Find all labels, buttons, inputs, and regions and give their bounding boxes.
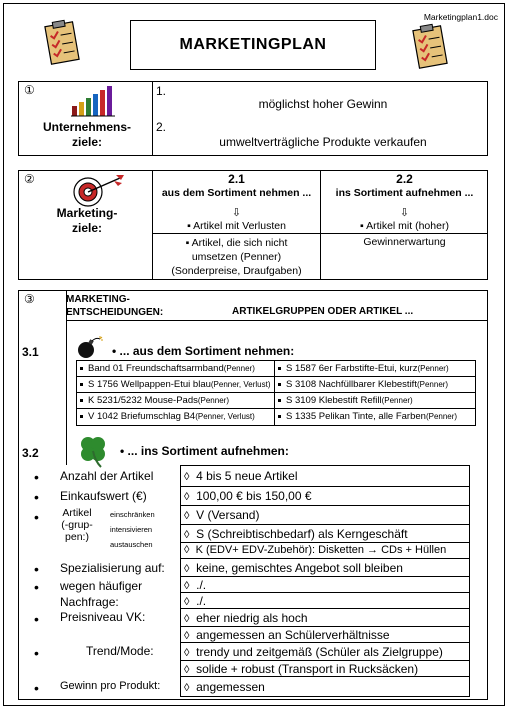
- subsection-3-1-title: • ... aus dem Sortiment nehmen:: [112, 344, 295, 358]
- goal-number: 1.: [156, 84, 167, 98]
- removal-item: V 1042 Briefumschlag B4 (Penner, Verlust): [77, 409, 255, 424]
- criteria-label: Nachfrage:: [60, 595, 119, 609]
- criteria-label: Artikel: [62, 507, 92, 519]
- removal-item: S 1756 Wellpappen-Etui blau (Penner, Verlust): [77, 377, 270, 392]
- goal-2-2-line: Gewinnerwartung: [363, 236, 446, 248]
- criteria-value: ◊ 4 bis 5 neue Artikel: [184, 469, 298, 483]
- removal-item: S 1587 6er Farbstifte-Etui, kurz (Penner): [275, 361, 449, 376]
- criteria-label: Trend/Mode:: [86, 644, 154, 658]
- bomb-icon: [74, 336, 104, 360]
- down-arrow-icon: ⇩: [399, 207, 410, 219]
- bullet-icon: •: [34, 611, 39, 627]
- removal-item: S 3109 Klebestift Refill (Penner): [275, 393, 413, 408]
- bullet-icon: •: [34, 469, 39, 485]
- section2-label-line1: Marketing-: [56, 206, 118, 220]
- decisions-heading-right: ARTIKELGRUPPEN ODER ARTIKEL ...: [232, 306, 414, 317]
- criteria-value: ◊ eher niedrig als hoch: [184, 611, 308, 625]
- section1-label-line2: ziele:: [71, 135, 102, 149]
- page-title: MARKETINGPLAN: [130, 20, 376, 70]
- target-dart-icon: [70, 172, 128, 208]
- section2-label-line2: ziele:: [71, 221, 102, 235]
- bullet-icon: •: [34, 489, 39, 505]
- criteria-value: ◊ K (EDV+ EDV-Zubehör): Disketten → CDs + Hüllen: [184, 544, 447, 556]
- down-arrow-icon: ⇩: [231, 207, 242, 219]
- goal-2-1-line: ▪ Artikel mit Verlusten: [187, 220, 286, 232]
- four-leaf-clover-icon: [76, 434, 112, 470]
- clipboard-checklist-icon: [42, 18, 84, 66]
- goal-2-1-heading: aus dem Sortiment nehmen ...: [161, 187, 312, 199]
- criteria-sub-label: intensivieren: [110, 525, 153, 534]
- criteria-value: ◊ trendy und zeitgemäß (Schüler als Zielgruppe): [184, 645, 443, 659]
- goal-2-1-number: 2.1: [228, 172, 245, 186]
- bullet-icon: •: [34, 680, 39, 696]
- bullet-icon: •: [34, 561, 39, 577]
- criteria-label: pen:): [65, 531, 89, 543]
- goal-text: möglichst hoher Gewinn: [258, 97, 388, 111]
- criteria-label: Preisniveau VK:: [60, 610, 146, 624]
- section-number: ①: [24, 83, 35, 97]
- section1-label-line1: Unternehmens-: [42, 120, 131, 134]
- goal-2-1-line: ▪ Artikel, die sich nicht: [185, 237, 288, 249]
- criteria-sub-label: einschränken: [110, 510, 155, 519]
- subsection-3-1-number: 3.1: [22, 345, 39, 359]
- removal-item: S 3108 Nachfüllbarer Klebestift (Penner): [275, 377, 448, 392]
- bullet-icon: •: [34, 579, 39, 595]
- criteria-value: ◊ 100,00 € bis 150,00 €: [184, 489, 312, 503]
- clipboard-checklist-icon: [410, 22, 452, 70]
- criteria-value: ◊ keine, gemischtes Angebot soll bleiben: [184, 561, 403, 575]
- criteria-sub-label: austauschen: [110, 540, 153, 549]
- goal-2-2-number: 2.2: [396, 172, 413, 186]
- removal-item: Band 01 Freundschaftsarmband (Penner): [77, 361, 255, 376]
- criteria-value: ◊ S (Schreibtischbedarf) als Kerngeschäft: [184, 527, 408, 541]
- criteria-value: ◊ angemessen: [184, 680, 265, 694]
- subsection-3-2-title: • ... ins Sortiment aufnehmen:: [120, 444, 289, 458]
- decisions-heading-line2: ENTSCHEIDUNGEN:: [66, 307, 164, 318]
- section-number: ③: [24, 292, 35, 306]
- criteria-label: (-grup-: [61, 519, 93, 531]
- removal-item: S 1335 Pelikan Tinte, alle Farben (Penner): [275, 409, 457, 424]
- bullet-icon: •: [34, 645, 39, 661]
- section-number: ②: [24, 172, 35, 186]
- criteria-label: Spezialisierung auf:: [60, 561, 165, 575]
- bar-chart-icon: [70, 84, 116, 118]
- criteria-label: wegen häufiger: [60, 579, 143, 593]
- goal-text: umweltverträgliche Produkte verkaufen: [219, 135, 427, 149]
- criteria-value: ◊ V (Versand): [184, 508, 260, 522]
- goal-2-1-line: umsetzen (Penner): [191, 251, 282, 263]
- decisions-heading-line1: MARKETING-: [66, 294, 130, 305]
- bullet-icon: •: [34, 509, 39, 525]
- goal-2-2-heading: ins Sortiment aufnehmen ...: [335, 187, 474, 199]
- goal-number: 2.: [156, 120, 167, 134]
- filename-label: Marketingplan1.doc: [423, 12, 498, 22]
- criteria-label: Anzahl der Artikel: [60, 469, 154, 483]
- criteria-value: ◊ ./.: [184, 594, 207, 608]
- goal-2-1-line: (Sonderpreise, Draufgaben): [171, 265, 302, 277]
- criteria-label: Gewinn pro Produkt:: [60, 680, 161, 692]
- criteria-value: ◊ solide + robust (Transport in Rucksäcken): [184, 662, 419, 676]
- removal-item: K 5231/5232 Mouse-Pads (Penner): [77, 393, 229, 408]
- subsection-3-2-number: 3.2: [22, 446, 39, 460]
- criteria-label: Einkaufswert (€): [60, 489, 147, 503]
- goal-2-2-line: ▪ Artikel mit (hoher): [360, 220, 449, 232]
- criteria-value: ◊ ./.: [184, 578, 207, 592]
- criteria-value: ◊ angemessen an Schülerverhältnisse: [184, 628, 390, 642]
